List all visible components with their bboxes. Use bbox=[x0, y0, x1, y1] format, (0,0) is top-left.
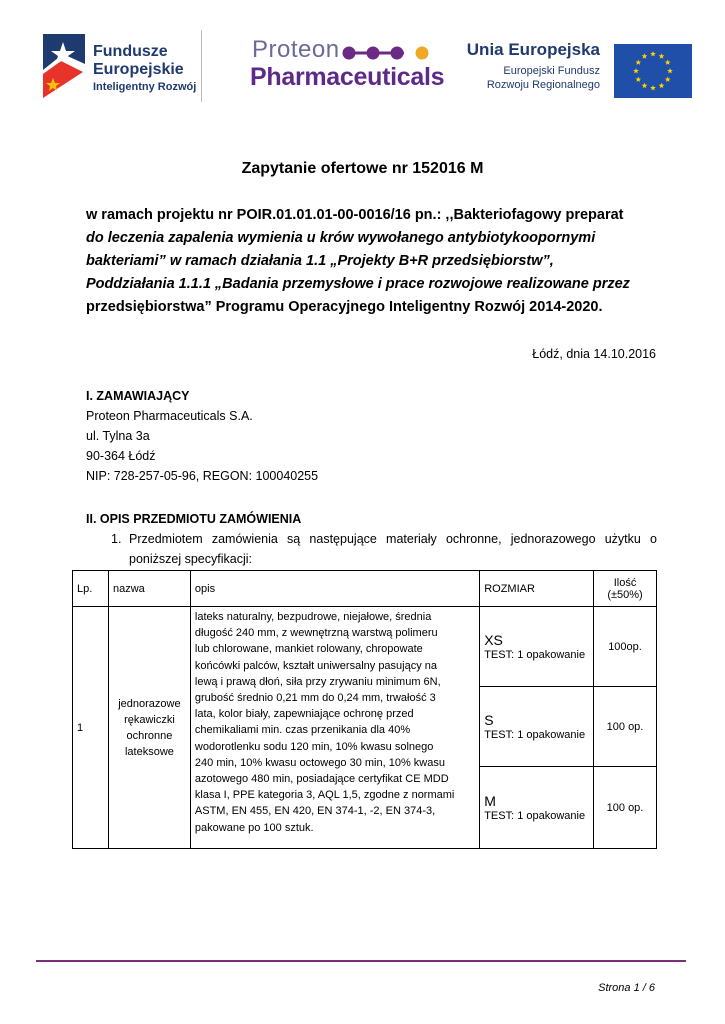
row-desc-line: końcówki palców, kształt uniwersalny pasujący na bbox=[194, 659, 438, 672]
row-desc-line: wodorotlenku sodu 120 min, 10% kwasu solnego bbox=[194, 740, 434, 753]
proteon-dots-icon bbox=[342, 46, 434, 60]
ue-logo bbox=[455, 40, 600, 100]
project-line: Poddziałania 1.1.1 „Badania przemysłowe i prace rozwojowe realizowane przez bbox=[86, 276, 630, 292]
ue-logo-title: Unia Europejska bbox=[466, 40, 600, 59]
row-name-line: ochronne bbox=[126, 729, 173, 742]
row-desc-line: chemikaliami min. czas przenikania dla 40% bbox=[194, 724, 411, 737]
size-test: TEST: 1 opakowanie bbox=[484, 649, 586, 661]
row-name-line: rękawiczki bbox=[124, 713, 175, 726]
size-label: S bbox=[484, 712, 494, 728]
size-test: TEST: 1 opakowanie bbox=[484, 810, 586, 822]
row-desc-line: azotowego 480 min, posiadające certyfikat CE MDD bbox=[194, 773, 449, 786]
size-label: XS bbox=[484, 632, 503, 648]
section2-item-number: 1. bbox=[111, 532, 122, 546]
row-desc bbox=[190, 607, 479, 849]
project-description bbox=[86, 204, 657, 319]
fe-logo-line1: Fundusze bbox=[93, 43, 168, 60]
row-name bbox=[108, 607, 190, 849]
ue-logo-line1: Europejski Fundusz bbox=[503, 65, 600, 77]
project-line: w ramach projektu nr POIR.01.01.01-00-0016/16 pn.: ,,Bakteriofagowy preparat bbox=[86, 207, 624, 223]
header-name: nazwa bbox=[108, 571, 190, 607]
row-desc-line: grubość średnio 0,21 mm do 0,24 mm, trwałość 3 bbox=[194, 692, 436, 705]
header-desc: opis bbox=[190, 571, 479, 607]
section1-line: Proteon Pharmaceuticals S.A. bbox=[86, 409, 253, 423]
header-qty-line2: (±50%) bbox=[607, 588, 643, 601]
project-line: przedsiębiorstwa” Programu Operacyjnego Inteligentny Rozwój 2014-2020. bbox=[86, 299, 603, 315]
proteon-logo-line1: Proteon bbox=[252, 36, 340, 63]
table-row bbox=[73, 607, 657, 687]
fe-logo-line3: Inteligentny Rozwój bbox=[93, 81, 197, 93]
row-desc-line: lata, kolor biały, zapewniające ochronę przed bbox=[194, 708, 414, 721]
fe-logo bbox=[43, 30, 203, 102]
qty-cell-m: 100 op. bbox=[594, 767, 657, 849]
footer-divider bbox=[36, 960, 686, 962]
header-lp: Lp. bbox=[73, 571, 109, 607]
row-desc-line: lewą i prawą dłoń, siła przy zrywaniu minimum 6N, bbox=[194, 675, 441, 688]
eu-flag-icon bbox=[614, 44, 692, 98]
fe-flag-icon bbox=[43, 34, 85, 98]
row-desc-line: długość 240 mm, z wewnętrzną warstwą polimeru bbox=[194, 627, 438, 640]
row-desc-line: lateks naturalny, bezpudrowe, niejałowe, średnia bbox=[194, 611, 432, 623]
row-name-line: lateksowe bbox=[124, 745, 174, 758]
proteon-logo-line2: Pharmaceuticals bbox=[250, 63, 445, 91]
ue-logo-line2: Rozwoju Regionalnego bbox=[486, 79, 600, 91]
row-desc-line: ASTM, EN 455, EN 420, EN 374-1, -2, EN 374-3, bbox=[194, 805, 436, 818]
fe-logo-divider bbox=[201, 30, 202, 102]
fe-logo-line2: Europejskie bbox=[93, 61, 184, 78]
size-cell-xs bbox=[480, 607, 594, 687]
size-test: TEST: 1 opakowanie bbox=[484, 729, 586, 741]
project-line: do leczenia zapalenia wymienia u krów wywołanego antybiotykoopornymi bbox=[86, 230, 596, 246]
header-size: ROZMIAR bbox=[480, 571, 594, 607]
page-number: Strona 1 / 6 bbox=[598, 982, 655, 994]
section2-item-line2: poniższej specyfikacji: bbox=[129, 552, 252, 566]
table-header-row bbox=[73, 571, 657, 607]
qty-cell-s: 100 op. bbox=[594, 687, 657, 767]
row-desc-line: klasa I, PPE kategoria 3, AQL 1,5, zgodne z normami bbox=[194, 789, 455, 802]
row-desc-line: pakowane po 100 sztuk. bbox=[194, 821, 314, 834]
row-name-line: jednorazowe bbox=[118, 697, 181, 710]
qty-cell-xs: 100op. bbox=[594, 607, 657, 687]
header-qty-line1: Ilość bbox=[613, 576, 637, 589]
header-qty bbox=[594, 571, 657, 607]
document-title: Zapytanie ofertowe nr 152016 M bbox=[241, 160, 484, 177]
size-cell-m bbox=[480, 767, 594, 849]
section1-line: ul. Tylna 3a bbox=[86, 429, 150, 443]
section1 bbox=[86, 386, 646, 486]
spec-table bbox=[72, 570, 657, 849]
row-lp: 1 bbox=[73, 607, 109, 849]
size-cell-s bbox=[480, 687, 594, 767]
section1-heading: I. ZAMAWIAJĄCY bbox=[86, 389, 190, 403]
proteon-logo bbox=[250, 36, 450, 96]
section2-heading: II. OPIS PRZEDMIOTU ZAMÓWIENIA bbox=[86, 512, 302, 526]
project-line: bakteriami” w ramach działania 1.1 „Projekty B+R przedsiębiorstw”, bbox=[86, 253, 554, 269]
section2-item-line1: Przedmiotem zamówienia są następujące materiały ochronne, jednorazowego użytku o bbox=[129, 532, 657, 546]
size-label: M bbox=[484, 793, 496, 809]
section1-line: NIP: 728-257-05-96, REGON: 100040255 bbox=[86, 469, 319, 483]
section1-line: 90-364 Łódź bbox=[86, 449, 156, 463]
row-desc-line: lub chlorowane, mankiet rolowany, chropowate bbox=[194, 643, 423, 656]
row-desc-line: 240 min, 10% kwasu octowego 30 min, 10% kwasu bbox=[194, 756, 445, 769]
place-date: Łódź, dnia 14.10.2016 bbox=[532, 347, 656, 361]
